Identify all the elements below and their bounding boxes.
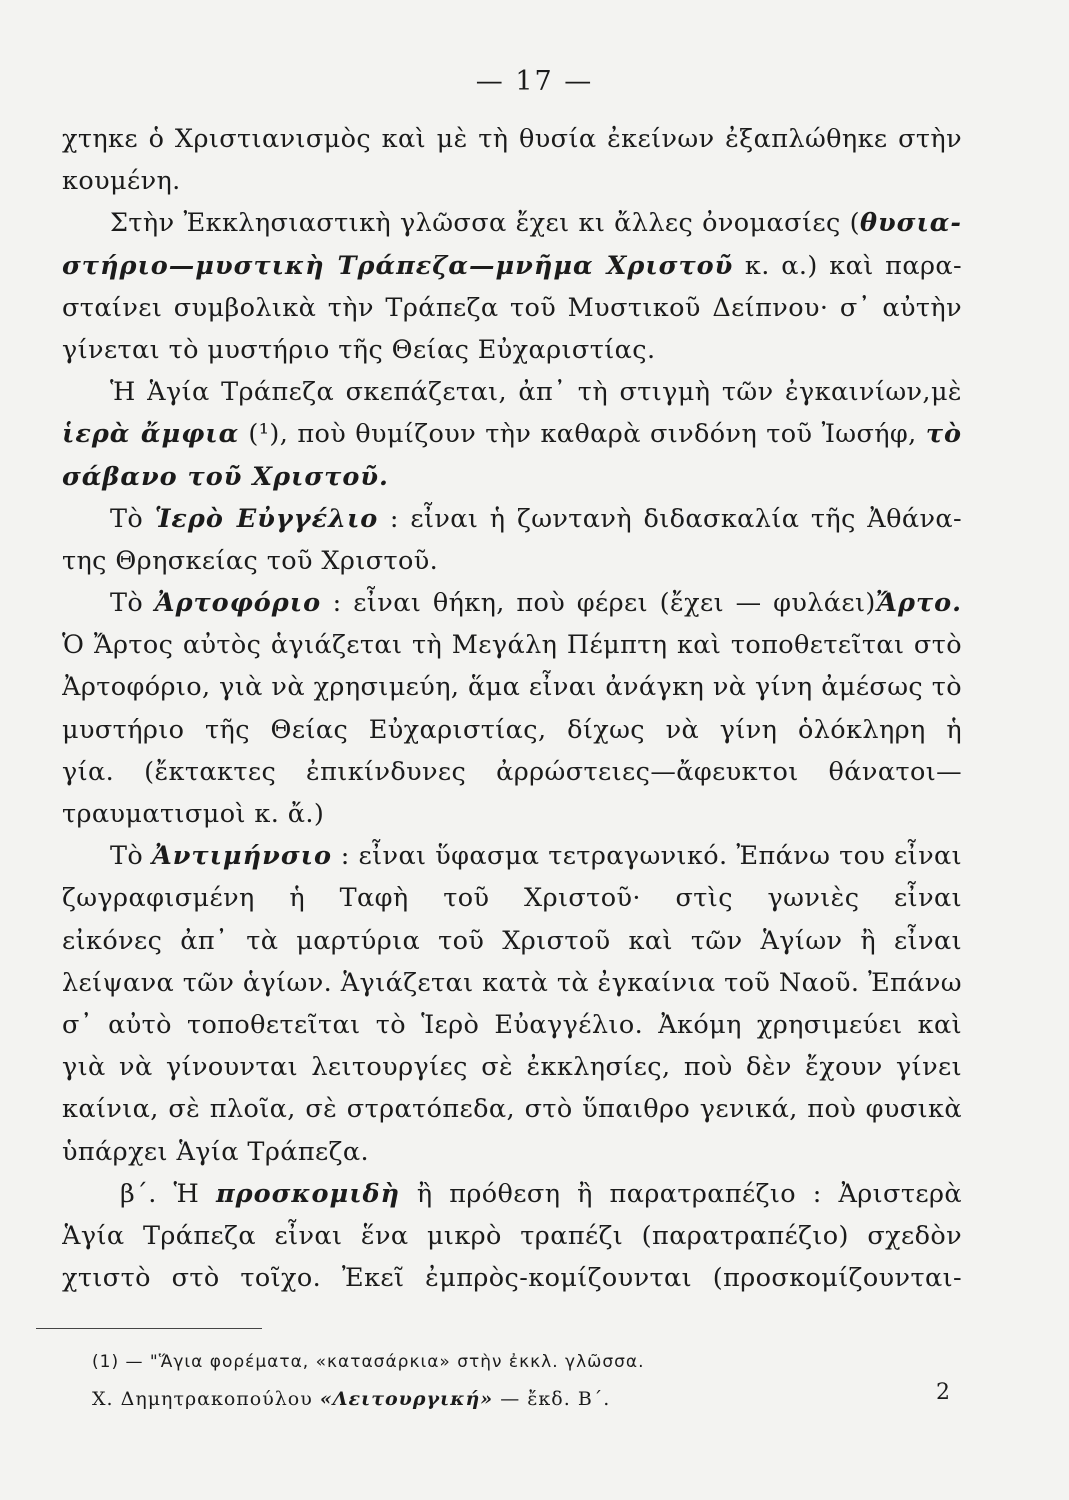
text-run: ζωγραφισμένη ἡ Ταφὴ τοῦ Χριστοῦ· στὶς γωνιὲς εἶναι: [62, 883, 962, 914]
text-line: [62, 202, 962, 244]
text-run: καίνια, σὲ πλοῖα, σὲ στρατόπεδα, στὸ ὕπαιθρο γενικά, ποὺ φυσικὰ: [62, 1094, 962, 1125]
signature-line: [92, 1388, 610, 1410]
text-line: [62, 920, 962, 962]
text-line: [62, 835, 962, 877]
text-run: Ἡ Ἁγία Τράπεζα σκεπάζεται, ἀπ᾽ τὴ στιγμὴ τῶν ἐγκαινίων,μὲ: [110, 377, 962, 408]
page-number: — 17 —: [475, 66, 594, 97]
emphasized-term: Ἀντιμήνσιο: [151, 841, 332, 872]
text-run: γίνεται τὸ μυστήριο τῆς Θείας Εὐχαριστίας.: [62, 334, 656, 365]
emphasized-term: Ἀρτοφόριο: [154, 588, 322, 619]
text-run: σταίνει συμβολικὰ τὴν Τράπεζα τοῦ Μυστικοῦ Δείπνου· σ᾽ αὐτὴν: [62, 292, 962, 323]
text-line: [62, 962, 962, 1004]
body-text: [62, 118, 962, 1299]
text-run: Τὸ: [110, 588, 155, 619]
emphasized-term: προσκομιδὴ: [215, 1178, 401, 1209]
text-run: γία. (ἔκτακτες ἐπικίνδυνες ἀρρώστειες—ἄφευκτοι θάνατοι—: [62, 756, 962, 787]
text-run: Στὴν Ἐκκλησιαστικὴ γλῶσσα ἔχει κι ἄλλες ὀνομασίες (: [110, 208, 860, 239]
text-run: χτηκε ὁ Χριστιανισμὸς καὶ μὲ τὴ θυσία ἐκείνων ἐξαπλώθηκε στὴν: [62, 124, 962, 154]
footnote: (1) — "Ἅγια φορέματα, «κατασάρκια» στὴν ἐκκλ. γλῶσσα.: [92, 1352, 645, 1372]
text-run: ὑπάρχει Ἁγία Τράπεζα.: [62, 1136, 369, 1167]
footnote-rule: [36, 1328, 262, 1329]
sheet-mark: 2: [936, 1380, 950, 1405]
text-run: β΄. Ἡ: [120, 1178, 216, 1209]
text-line: [62, 1046, 962, 1088]
text-run: Τὸ: [110, 841, 152, 872]
text-line: [62, 245, 962, 287]
text-run: Ὁ Ἄρτος αὐτὸς ἁγιάζεται τὴ Μεγάλη Πέμπτη καὶ τοποθετεῖται στὸ: [62, 630, 962, 661]
text-run: λείψανα τῶν ἁγίων. Ἁγιάζεται κατὰ τὰ ἐγκαίνια τοῦ Ναοῦ. Ἐπάνω: [62, 967, 962, 998]
text-run: κ. α.) καὶ παρα-: [733, 250, 962, 281]
text-run: ἢ πρόθεση ἢ παρατραπέζιο : Ἀριστερὰ: [416, 1178, 962, 1209]
text-line: [62, 1131, 962, 1173]
text-line: [62, 793, 962, 835]
text-line: [62, 287, 962, 329]
signature-author: Χ. Δημητρακοπούλου: [92, 1388, 313, 1410]
signature-title: «Λειτουργική»: [319, 1388, 494, 1410]
emphasized-term: σάβανο τοῦ Χριστοῦ.: [62, 461, 389, 492]
text-run: : εἶναι ὕφασμα τετραγωνικό. Ἐπάνω του εἶναι: [331, 841, 962, 872]
text-line: [62, 160, 962, 202]
text-line: [62, 709, 962, 751]
text-run: Τὸ: [110, 503, 155, 534]
signature-edition: — ἔκδ. Β΄.: [500, 1388, 611, 1410]
emphasized-term: τὸ: [925, 419, 962, 450]
text-run: χτιστὸ στὸ τοῖχο. Ἐκεῖ ἐμπρὸς-κομίζουνται (προσκομίζουνται-: [62, 1263, 962, 1294]
text-run: Ἁγία Τράπεζα εἶναι ἕνα μικρὸ τραπέζι (παρατραπέζιο) σχεδὸν: [62, 1220, 962, 1251]
text-run: Ἀρτοφόριο, γιὰ νὰ χρησιμεύη, ἅμα εἶναι ἀνάγκη νὰ γίνη ἀμέσως τὸ: [62, 672, 962, 703]
text-line: [62, 751, 962, 793]
emphasized-term: ἱερὰ ἄμφια: [62, 419, 240, 450]
emphasized-term: Ἄρτο.: [875, 588, 962, 619]
text-line: [62, 1004, 962, 1046]
text-line: [62, 456, 962, 498]
text-line: [62, 877, 962, 919]
text-line: [62, 413, 962, 455]
text-line: [62, 1088, 962, 1130]
text-line: [62, 371, 962, 413]
text-line: [62, 624, 962, 666]
text-line: [62, 540, 962, 582]
text-run: γιὰ νὰ γίνουνται λειτουργίες σὲ ἐκκλησίες, ποὺ δὲν ἔχουν γίνει: [62, 1052, 962, 1083]
text-line: [62, 498, 962, 540]
text-line: [62, 118, 962, 160]
text-run: (¹), ποὺ θυμίζουν τὴν καθαρὰ σινδόνη τοῦ Ἰωσήφ,: [239, 419, 926, 450]
text-line: [62, 1215, 962, 1257]
text-line: [62, 582, 962, 624]
text-run: τραυματισμοὶ κ. ἄ.): [62, 799, 325, 829]
text-run: κουμένη.: [62, 166, 181, 197]
text-line: [62, 666, 962, 708]
emphasized-term: θυσια-: [859, 208, 962, 239]
text-run: μυστήριο τῆς Θείας Εὐχαριστίας, δίχως νὰ γίνη ὁλόκληρη ἡ: [62, 714, 962, 745]
text-run: : εἶναι θήκη, ποὺ φέρει (ἔχει — φυλάει): [321, 588, 876, 619]
emphasized-term: Ἱερὸ Εὐγγέλιο: [154, 503, 379, 534]
text-run: της Θρησκείας τοῦ Χριστοῦ.: [62, 545, 439, 576]
text-line: [62, 329, 962, 371]
text-run: : εἶναι ἡ ζωντανὴ διδασκαλία τῆς Ἀθάνα-: [378, 503, 962, 534]
text-run: εἰκόνες ἀπ᾽ τὰ μαρτύρια τοῦ Χριστοῦ καὶ τῶν Ἁγίων ἢ εἶναι: [62, 925, 962, 956]
text-line: [62, 1173, 962, 1215]
text-line: [62, 1257, 962, 1299]
emphasized-term: στήριο—μυστικὴ Τράπεζα—μνῆμα Χριστοῦ: [62, 250, 734, 281]
text-run: σ᾽ αὐτὸ τοποθετεῖται τὸ Ἱερὸ Εὐαγγέλιο. Ἀκόμη χρησιμεύει καὶ: [62, 1009, 962, 1040]
